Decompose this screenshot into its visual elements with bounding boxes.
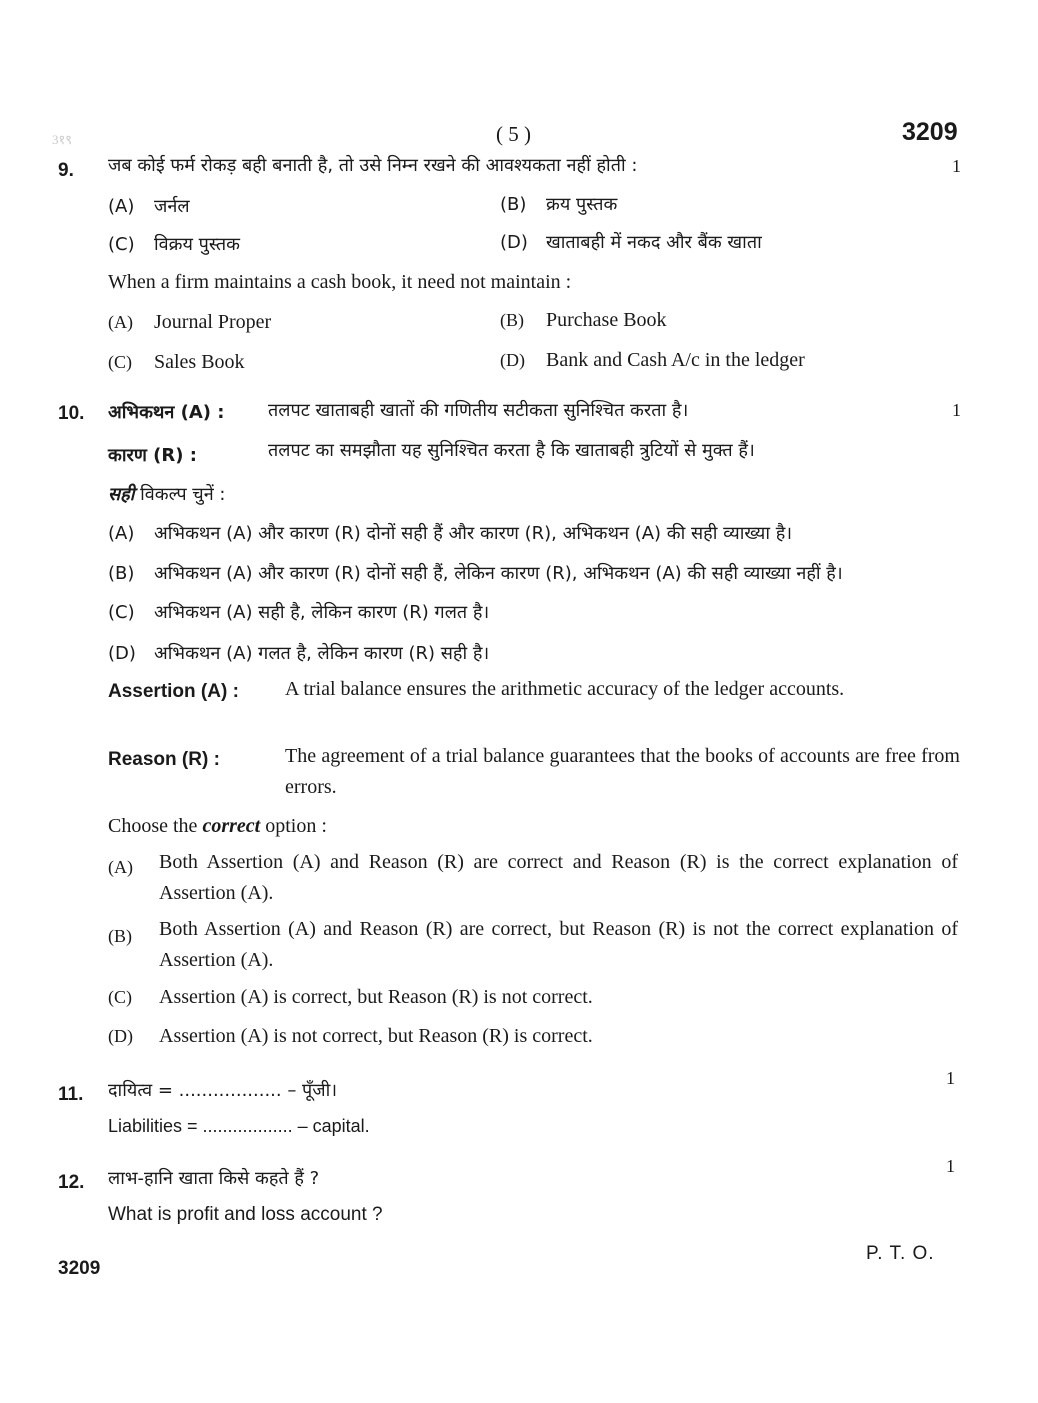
q9-en-option-d: (D) Bank and Cash A/c in the ledger xyxy=(500,349,805,371)
question-11-number: 11. xyxy=(58,1084,84,1105)
q11-hindi-text: दायित्व = .................. – पूँजी। xyxy=(108,1080,338,1101)
q10-en-assertion-text: A trial balance ensures the arithmetic accuracy of the ledger accounts. xyxy=(285,678,845,700)
q10-en-option-c: (C) Assertion (A) is correct, but Reason (R) is not correct. xyxy=(108,986,593,1008)
question-9-number: 9. xyxy=(58,160,74,181)
q12-hindi-text: लाभ-हानि खाता किसे कहते हैं ? xyxy=(108,1168,320,1189)
q10-hi-reason-text: तलपट का समझौता यह सुनिश्चित करता है कि खाताबही त्रुटियों से मुक्त हैं। xyxy=(268,440,755,461)
q9-hindi-text: जब कोई फर्म रोकड़ बही बनाती है, तो उसे निम्न रखने की आवश्यकता नहीं होती : xyxy=(108,155,638,176)
q12-english-text: What is profit and loss account ? xyxy=(108,1204,383,1225)
q10-en-choose: Choose the correct option : xyxy=(108,815,327,837)
q9-marks: 1 xyxy=(952,156,961,176)
q10-hi-assertion-label: अभिकथन (A) : xyxy=(108,402,225,423)
q10-en-option-d: (D) Assertion (A) is not correct, but Reason (R) is correct. xyxy=(108,1025,593,1047)
q10-hi-assertion-text: तलपट खाताबही खातों की गणितीय सटीकता सुनिश्चित करता है। xyxy=(268,400,689,421)
q9-en-option-a: (A) Journal Proper xyxy=(108,311,272,333)
footer-paper-code: 3209 xyxy=(58,1258,101,1279)
q9-en-option-b: (B) Purchase Book xyxy=(500,309,667,331)
question-12-number: 12. xyxy=(58,1172,85,1193)
q9-hi-option-c: (C) विक्रय पुस्तक xyxy=(108,234,240,255)
q9-hi-option-d: (D) खाताबही में नकद और बैंक खाता xyxy=(500,232,762,253)
question-10-number: 10. xyxy=(58,403,85,424)
q9-english-text: When a firm maintains a cash book, it need not maintain : xyxy=(108,271,572,293)
q12-marks: 1 xyxy=(946,1156,955,1176)
q11-marks: 1 xyxy=(946,1068,955,1088)
corner-mark: 3१९ xyxy=(52,132,73,147)
q10-marks: 1 xyxy=(952,400,961,420)
q10-en-reason-label: Reason (R) : xyxy=(108,749,220,770)
q10-hi-option-b: (B) अभिकथन (A) और कारण (R) दोनों सही हैं, लेकिन कारण (R), अभिकथन (A) की सही व्याख्या नहीं है। xyxy=(108,563,843,584)
q10-en-assertion-label: Assertion (A) : xyxy=(108,681,239,702)
q9-hi-option-b: (B) क्रय पुस्तक xyxy=(500,194,618,215)
pto-label: P. T. O. xyxy=(866,1243,935,1264)
q10-hi-option-a: (A) अभिकथन (A) और कारण (R) दोनों सही हैं और कारण (R), अभिकथन (A) की सही व्याख्या है। xyxy=(108,523,793,544)
q10-hi-option-c: (C) अभिकथन (A) सही है, लेकिन कारण (R) गलत है। xyxy=(108,602,490,623)
q11-english-text: Liabilities = .................. – capital. xyxy=(108,1116,370,1136)
q10-en-option-b: (B) Both Assertion (A) and Reason (R) are correct, but Reason (R) is not the correct explanation of Assertion (A). xyxy=(108,918,958,971)
q10-hi-reason-label: कारण (R) : xyxy=(108,445,197,466)
q10-en-option-a: (A) Both Assertion (A) and Reason (R) are correct and Reason (R) is the correct explanation of Assertion (A). xyxy=(108,851,958,904)
q9-hi-option-a: (A) जर्नल xyxy=(108,196,190,217)
paper-code: 3209 xyxy=(902,118,958,146)
page-number: ( 5 ) xyxy=(496,122,531,146)
q9-en-option-c: (C) Sales Book xyxy=(108,351,245,373)
q10-hi-choose: सही विकल्प चुनें : xyxy=(108,484,226,505)
q10-en-reason-text: The agreement of a trial balance guarantees that the books of accounts are free from errors. xyxy=(285,745,960,798)
q10-hi-option-d: (D) अभिकथन (A) गलत है, लेकिन कारण (R) सही है। xyxy=(108,643,490,664)
